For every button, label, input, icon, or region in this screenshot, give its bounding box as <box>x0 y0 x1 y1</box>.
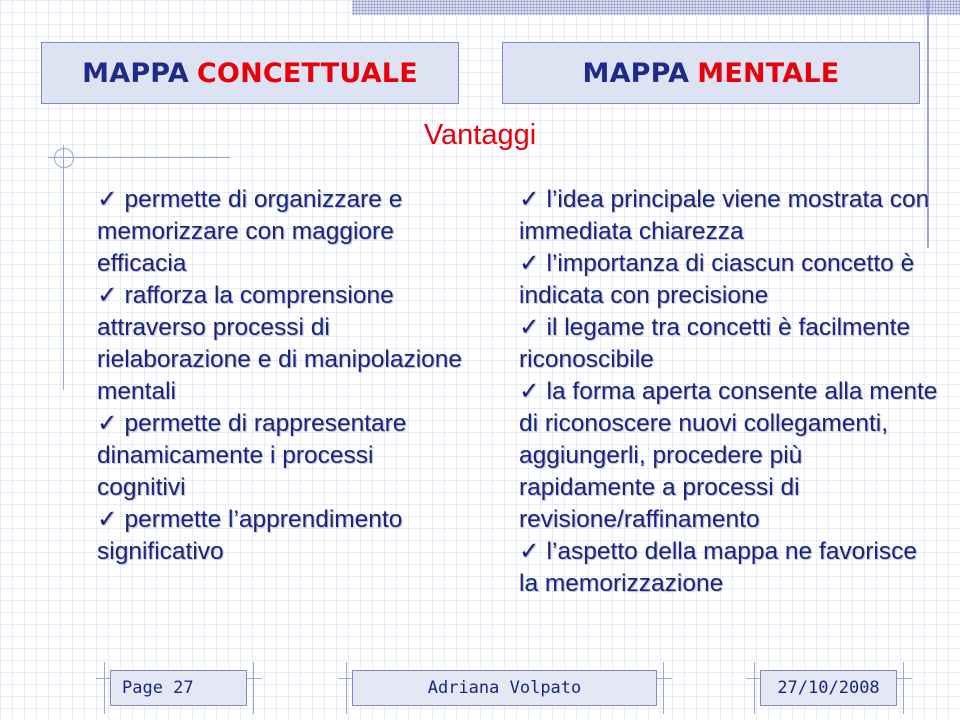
check-icon: ✓ <box>519 250 540 277</box>
header-left-word1: MAPPA <box>82 57 189 89</box>
left-decorative-vline <box>63 145 64 390</box>
footer-tick <box>104 662 105 714</box>
list-item: ✓ rafforza la comprensione attraverso processi di rielaborazione e di manipolazione mentali <box>97 282 463 405</box>
left-decorative-hline <box>48 157 230 158</box>
footer-date: 27/10/2008 <box>760 670 897 706</box>
check-icon: ✓ <box>519 314 540 341</box>
check-icon: ✓ <box>519 378 540 405</box>
check-icon: ✓ <box>519 538 540 565</box>
footer-tick <box>663 662 664 714</box>
list-item: ✓ l’idea principale viene mostrata con immediata chiarezza <box>519 186 930 245</box>
list-item: ✓ l’importanza di ciascun concetto è indicata con precisione <box>519 250 915 309</box>
footer-tick <box>346 662 347 714</box>
footer-page-number: Page 27 <box>110 670 247 706</box>
footer-tick <box>253 662 254 714</box>
check-icon: ✓ <box>519 186 540 213</box>
header-mappa-concettuale <box>41 42 459 104</box>
top-decorative-bar <box>352 0 960 15</box>
check-icon: ✓ <box>97 186 118 213</box>
list-item: ✓ il legame tra concetti è facilmente riconoscibile <box>519 314 911 373</box>
header-left-word2: CONCETTUALE <box>196 57 418 89</box>
footer-tick <box>903 662 904 714</box>
left-advantages-list <box>97 184 467 568</box>
check-icon: ✓ <box>97 282 118 309</box>
right-advantages-list <box>519 184 939 600</box>
list-item: ✓ permette di organizzare e memorizzare con maggiore efficacia <box>97 186 403 277</box>
footer-author: Adriana Volpato <box>352 670 657 706</box>
subtitle-vantaggi: Vantaggi <box>423 119 537 151</box>
header-right-word1: MAPPA <box>582 57 690 89</box>
check-icon: ✓ <box>97 506 118 533</box>
list-item: ✓ l’aspetto della mappa ne favorisce la memorizzazione <box>519 538 917 597</box>
list-item: ✓ permette di rappresentare dinamicamente i processi cognitivi <box>97 410 407 501</box>
footer-tick <box>754 662 755 714</box>
list-item: ✓ permette l’apprendimento significativo <box>97 506 403 565</box>
check-icon: ✓ <box>97 410 118 437</box>
header-mappa-mentale <box>502 42 920 104</box>
header-right-word2: MENTALE <box>697 57 840 89</box>
list-item: ✓ la forma aperta consente alla mente di riconoscere nuovi collegamenti, aggiungerli, procedere più rapidamente a processi di revisione/raffinamento <box>519 378 938 533</box>
